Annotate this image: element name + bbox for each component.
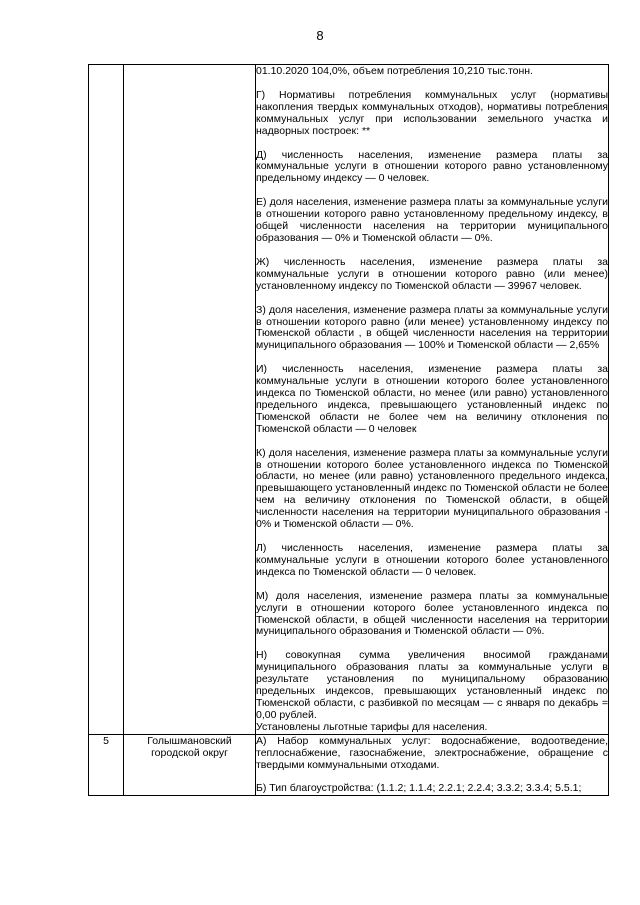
table-row bbox=[89, 65, 609, 735]
paragraph: 01.10.2020 104,0%, объем потребления 10,210 тыс.тонн. bbox=[256, 65, 533, 77]
paragraph: К) доля населения, изменение размера платы за коммунальные услуги в отношении которого более установленного индекса по Тюменской области, но менее (или равно) установленного предельного индекса, превышающего установленный индекс по Тюменской области не более чем на величину отклонения по Тюменской области, в общей численности населения на территории муниципального образования - 0% и Тюменской области — 0%. bbox=[256, 446, 608, 531]
page-number: 8 bbox=[316, 28, 324, 43]
paragraph: Д) численность населения, изменение размера платы за коммунальные услуги в отношении которого равно установленному предельному индексу — 0 человек. bbox=[256, 148, 608, 185]
description-cell bbox=[256, 734, 609, 796]
paragraph: И) численность населения, изменение размера платы за коммунальные услуги в отношении которого более установленного индекса по Тюменской области, но менее (или равно) установленного предельного индекса, превышающего установленный индекс по Тюменской области не более чем на величину отклонения по Тюменской области — 0 человек bbox=[256, 363, 608, 435]
paragraph: Н) совокупная сумма увеличения вносимой гражданами муниципального образования платы за коммунальные услуги в результате установления по муниципальному образованию предельных индексов, превышающих установленный индекс по Тюменской области, с разбивкой по месяцам — с января по декабрь = 0,00 рублей. bbox=[256, 649, 608, 721]
table-row bbox=[89, 734, 609, 796]
row-number-cell bbox=[89, 65, 124, 735]
paragraph: Б) Тип благоустройства: (1.1.2; 1.1.4; 2.2.1; 2.2.4; 3.3.2; 3.3.4; 5.5.1; bbox=[256, 782, 582, 795]
paragraph: Установлены льготные тарифы для населения. bbox=[256, 720, 488, 733]
paragraph: М) доля населения, изменение размера платы за коммунальные услуги в отношении которого более установленного индекса по Тюменской области, в общей численности населения на территории муниципального образования и Тюменской области — 0%. bbox=[256, 589, 608, 638]
paragraph: Ж) численность населения, изменение размера платы за коммунальные услуги в отношении которого равно (или менее) установленному индексу по Тюменской области — 39967 человек. bbox=[256, 255, 608, 292]
data-table bbox=[88, 64, 609, 796]
description-cell bbox=[256, 65, 609, 735]
paragraph: А) Набор коммунальных услуг: водоснабжение, водоотведение, теплоснабжение, газоснабжение, электроснабжение, обращение с твердыми коммунальными отходами. bbox=[256, 734, 608, 771]
municipality-cell bbox=[124, 65, 256, 735]
paragraph: З) доля населения, изменение размера платы за коммунальные услуги в отношении которого равно (или менее) установленному индексу по Тюменской области , в общей численности населения на территории муниципального образования — 100% и Тюменской области — 2,65% bbox=[256, 303, 608, 352]
paragraph: Л) численность населения, изменение размера платы за коммунальные услуги в отношении которого более установленного индекса по Тюменской области — 0 человек. bbox=[256, 542, 608, 578]
municipality-cell: Голышмановский городской округ bbox=[124, 734, 256, 796]
paragraph: Е) доля населения, изменение размера платы за коммунальные услуги в отношении которого равно установленному предельному индексу, в общей численности населения на территории муниципального образования — 0% и Тюменской области — 0%. bbox=[256, 196, 608, 244]
paragraph: Г) Нормативы потребления коммунальных услуг (нормативы накопления твердых коммунальных отходов), нормативы потребления коммунальных услуг при использовании земельного участка и надворных построек: ** bbox=[256, 88, 608, 137]
row-number-cell: 5 bbox=[89, 734, 124, 796]
